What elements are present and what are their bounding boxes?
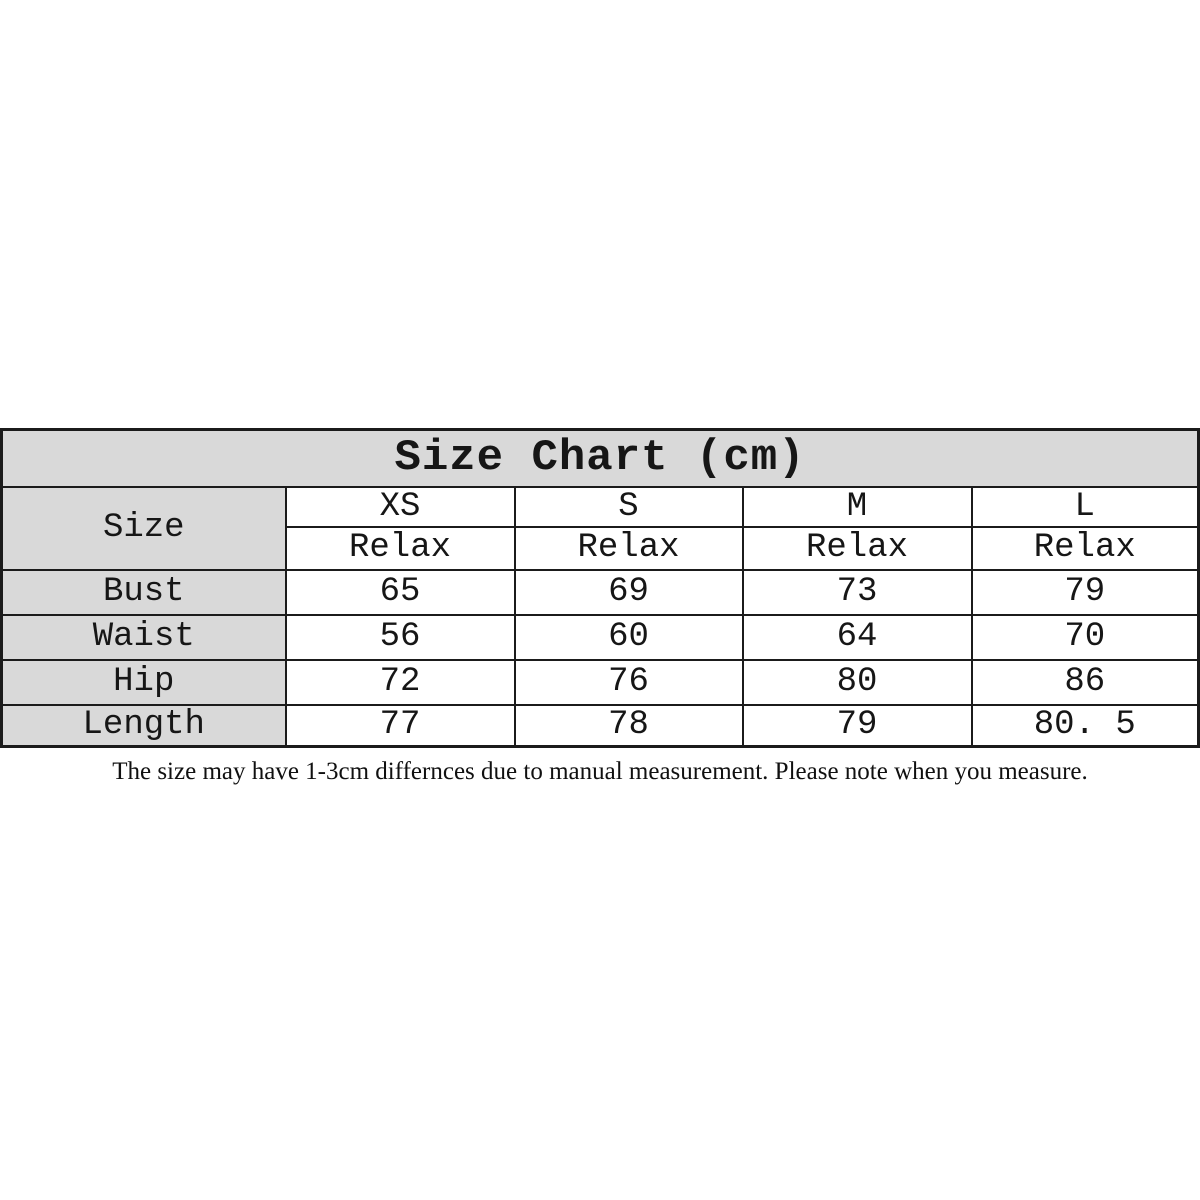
table-title: Size Chart (cm) (2, 430, 1199, 487)
value-bust-s: 69 (515, 570, 743, 615)
table-row-waist (2, 615, 1199, 660)
value-hip-m: 80 (743, 660, 972, 705)
value-length-xs: 77 (286, 705, 515, 747)
value-length-s: 78 (515, 705, 743, 747)
fit-cell-m: Relax (743, 527, 972, 570)
size-col-header-m: M (743, 487, 972, 527)
table-row-bust (2, 570, 1199, 615)
value-bust-m: 73 (743, 570, 972, 615)
value-waist-s: 60 (515, 615, 743, 660)
value-waist-m: 64 (743, 615, 972, 660)
size-chart-table (0, 428, 1200, 748)
fit-cell-s: Relax (515, 527, 743, 570)
value-hip-s: 76 (515, 660, 743, 705)
size-col-header-l: L (972, 487, 1199, 527)
value-bust-l: 79 (972, 570, 1199, 615)
value-hip-xs: 72 (286, 660, 515, 705)
measurement-note: The size may have 1-3cm differnces due to manual measurement. Please note when you measure. (112, 758, 1088, 785)
fit-cell-xs: Relax (286, 527, 515, 570)
row-label-bust: Bust (2, 570, 286, 615)
size-col-header-xs: XS (286, 487, 515, 527)
row-label-length: Length (2, 705, 286, 747)
row-label-waist: Waist (2, 615, 286, 660)
value-length-l: 80. 5 (972, 705, 1199, 747)
value-waist-xs: 56 (286, 615, 515, 660)
value-length-m: 79 (743, 705, 972, 747)
corner-label-size: Size (2, 487, 286, 570)
size-header-row (2, 487, 1199, 527)
table-row-hip (2, 660, 1199, 705)
value-waist-l: 70 (972, 615, 1199, 660)
value-hip-l: 86 (972, 660, 1199, 705)
value-bust-xs: 65 (286, 570, 515, 615)
table-row-length (2, 705, 1199, 747)
size-col-header-s: S (515, 487, 743, 527)
fit-cell-l: Relax (972, 527, 1199, 570)
table-title-row (2, 430, 1199, 487)
row-label-hip: Hip (2, 660, 286, 705)
